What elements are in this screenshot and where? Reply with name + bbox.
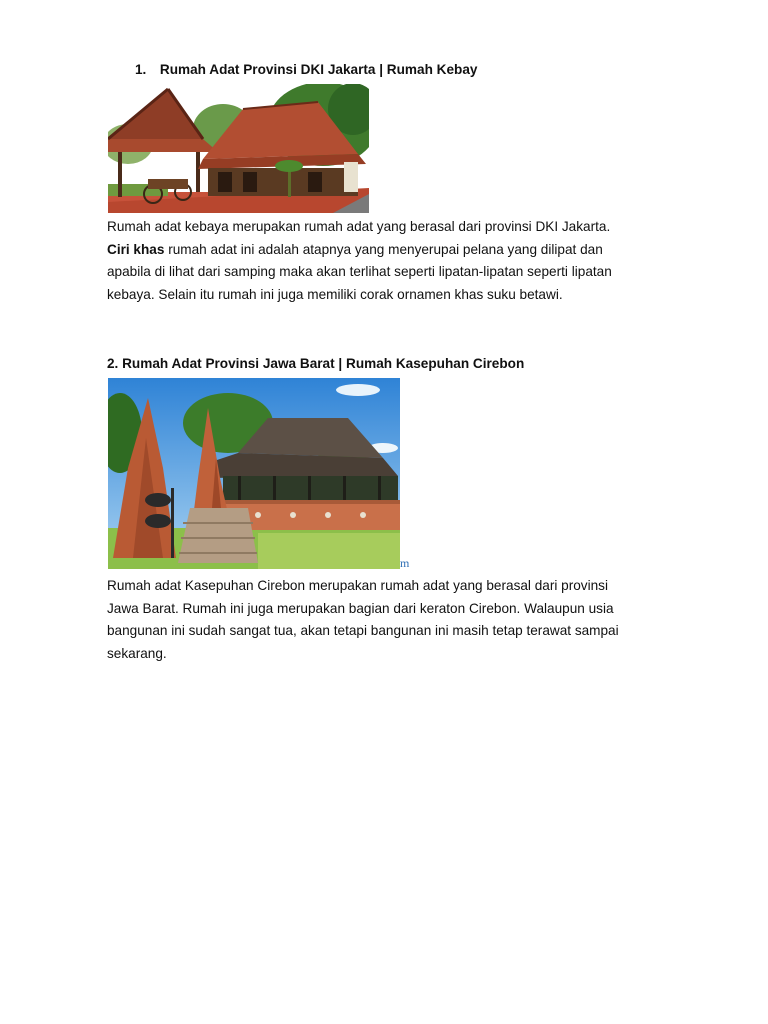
ciri-khas-bold: Ciri khas [107,241,165,257]
paragraph-text: rumah adat ini adalah atapnya yang menyerupai pelana yang dilipat dan [164,241,603,257]
kasepuhan-cirebon-photo [108,378,400,569]
section-1-heading [135,61,477,79]
paragraph-line: apabila di lihat dari samping maka akan terlihat seperti lipatan-lipatan seperti lipatan [107,264,612,279]
section-2-heading [107,355,524,373]
section-2-title: 2. Rumah Adat Provinsi Jawa Barat | Rumah Kasepuhan Cirebon [107,356,525,371]
paragraph-line: sekarang. [107,645,167,661]
paragraph-line: kebaya. Selain itu rumah ini juga memiliki corak ornamen khas suku betawi. [107,286,563,302]
stray-character: m [400,556,410,570]
rumah-kebaya-photo [108,84,369,213]
paragraph-line [107,239,687,262]
list-number: 1. [135,62,147,77]
paragraph-line: bangunan ini sudah sangat tua, akan tetapi bangunan ini masih tetap terawat sampai [107,623,619,638]
paragraph-line: Rumah adat kebaya merupakan rumah adat yang berasal dari provinsi DKI Jakarta. [107,219,611,234]
section-2-paragraph [107,575,687,665]
paragraph-line: Rumah adat Kasepuhan Cirebon merupakan rumah adat yang berasal dari provinsi [107,578,609,593]
paragraph-line: Jawa Barat. Rumah ini juga merupakan bagian dari keraton Cirebon. Walaupun usia [107,600,614,616]
section-1-paragraph [107,216,687,306]
section-1-title: Rumah Adat Provinsi DKI Jakarta | Rumah Kebay [159,62,478,77]
